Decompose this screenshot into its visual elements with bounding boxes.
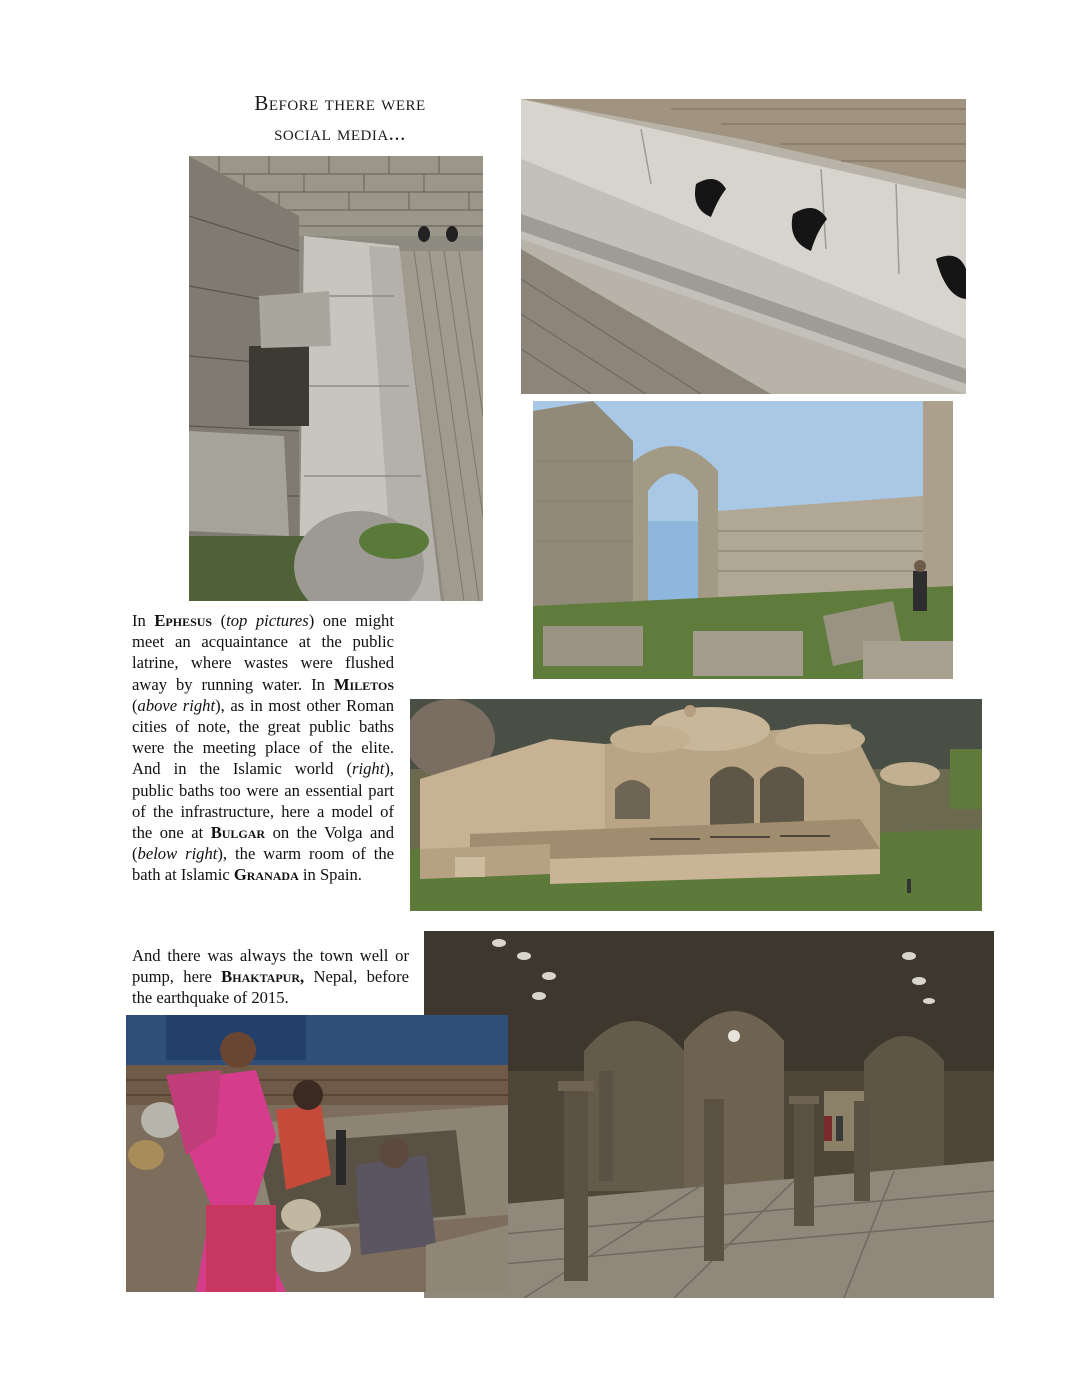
para1-text-4: ( xyxy=(132,695,138,715)
para1-text-5: ), as in most other Roman cities of note, the great public baths were the meeting place of the elite. And in the Islamic world ( xyxy=(132,695,394,779)
place-ephesus: Ephesus xyxy=(154,611,213,630)
bhaktapur-well-photo xyxy=(126,1015,508,1292)
para2-text-1: And there was always the town well or pump, here xyxy=(132,946,409,987)
place-granada: Granada xyxy=(233,865,299,885)
title-line-2: social media... xyxy=(274,121,406,145)
para1-text-2: ( xyxy=(212,611,227,630)
paragraph-well xyxy=(132,945,409,1009)
miletos-baths-ruins-photo xyxy=(533,401,953,679)
ref-right: right xyxy=(352,759,385,779)
place-bulgar: Bulgar xyxy=(210,823,266,843)
para1-text-1: In xyxy=(132,611,155,630)
place-miletos: Miletos xyxy=(333,674,394,694)
para2-text-2: Nepal, before the earthquake of 2015. xyxy=(132,967,409,1008)
ephesus-latrine-corridor-photo xyxy=(189,156,483,601)
ref-top-pictures: top pictures xyxy=(226,611,309,630)
para1-text-8: ), the warm room of the bath at Islamic xyxy=(132,844,395,885)
ref-above-right: above right xyxy=(137,695,216,715)
ephesus-latrine-seats-photo xyxy=(521,99,966,394)
granada-bath-warm-room-photo xyxy=(424,931,994,1298)
para1-text-6: ), public baths too were an essential part of the infrastructure, here a model of the one at xyxy=(132,759,394,843)
para1-text-7: on the Volga and ( xyxy=(132,823,394,864)
title-line-1: Before there were xyxy=(254,91,426,115)
para1-text-3: ) one might meet an acquaintance at the public latrine, where wastes were flushed away by running water. In xyxy=(132,611,394,694)
place-bhaktapur: Bhaktapur, xyxy=(221,967,305,987)
page-title xyxy=(190,88,490,148)
bulgar-bath-model-photo xyxy=(410,699,982,911)
paragraph-baths xyxy=(132,610,394,886)
ref-below-right: below right xyxy=(137,844,218,864)
para1-text-9: in Spain. xyxy=(298,865,362,885)
